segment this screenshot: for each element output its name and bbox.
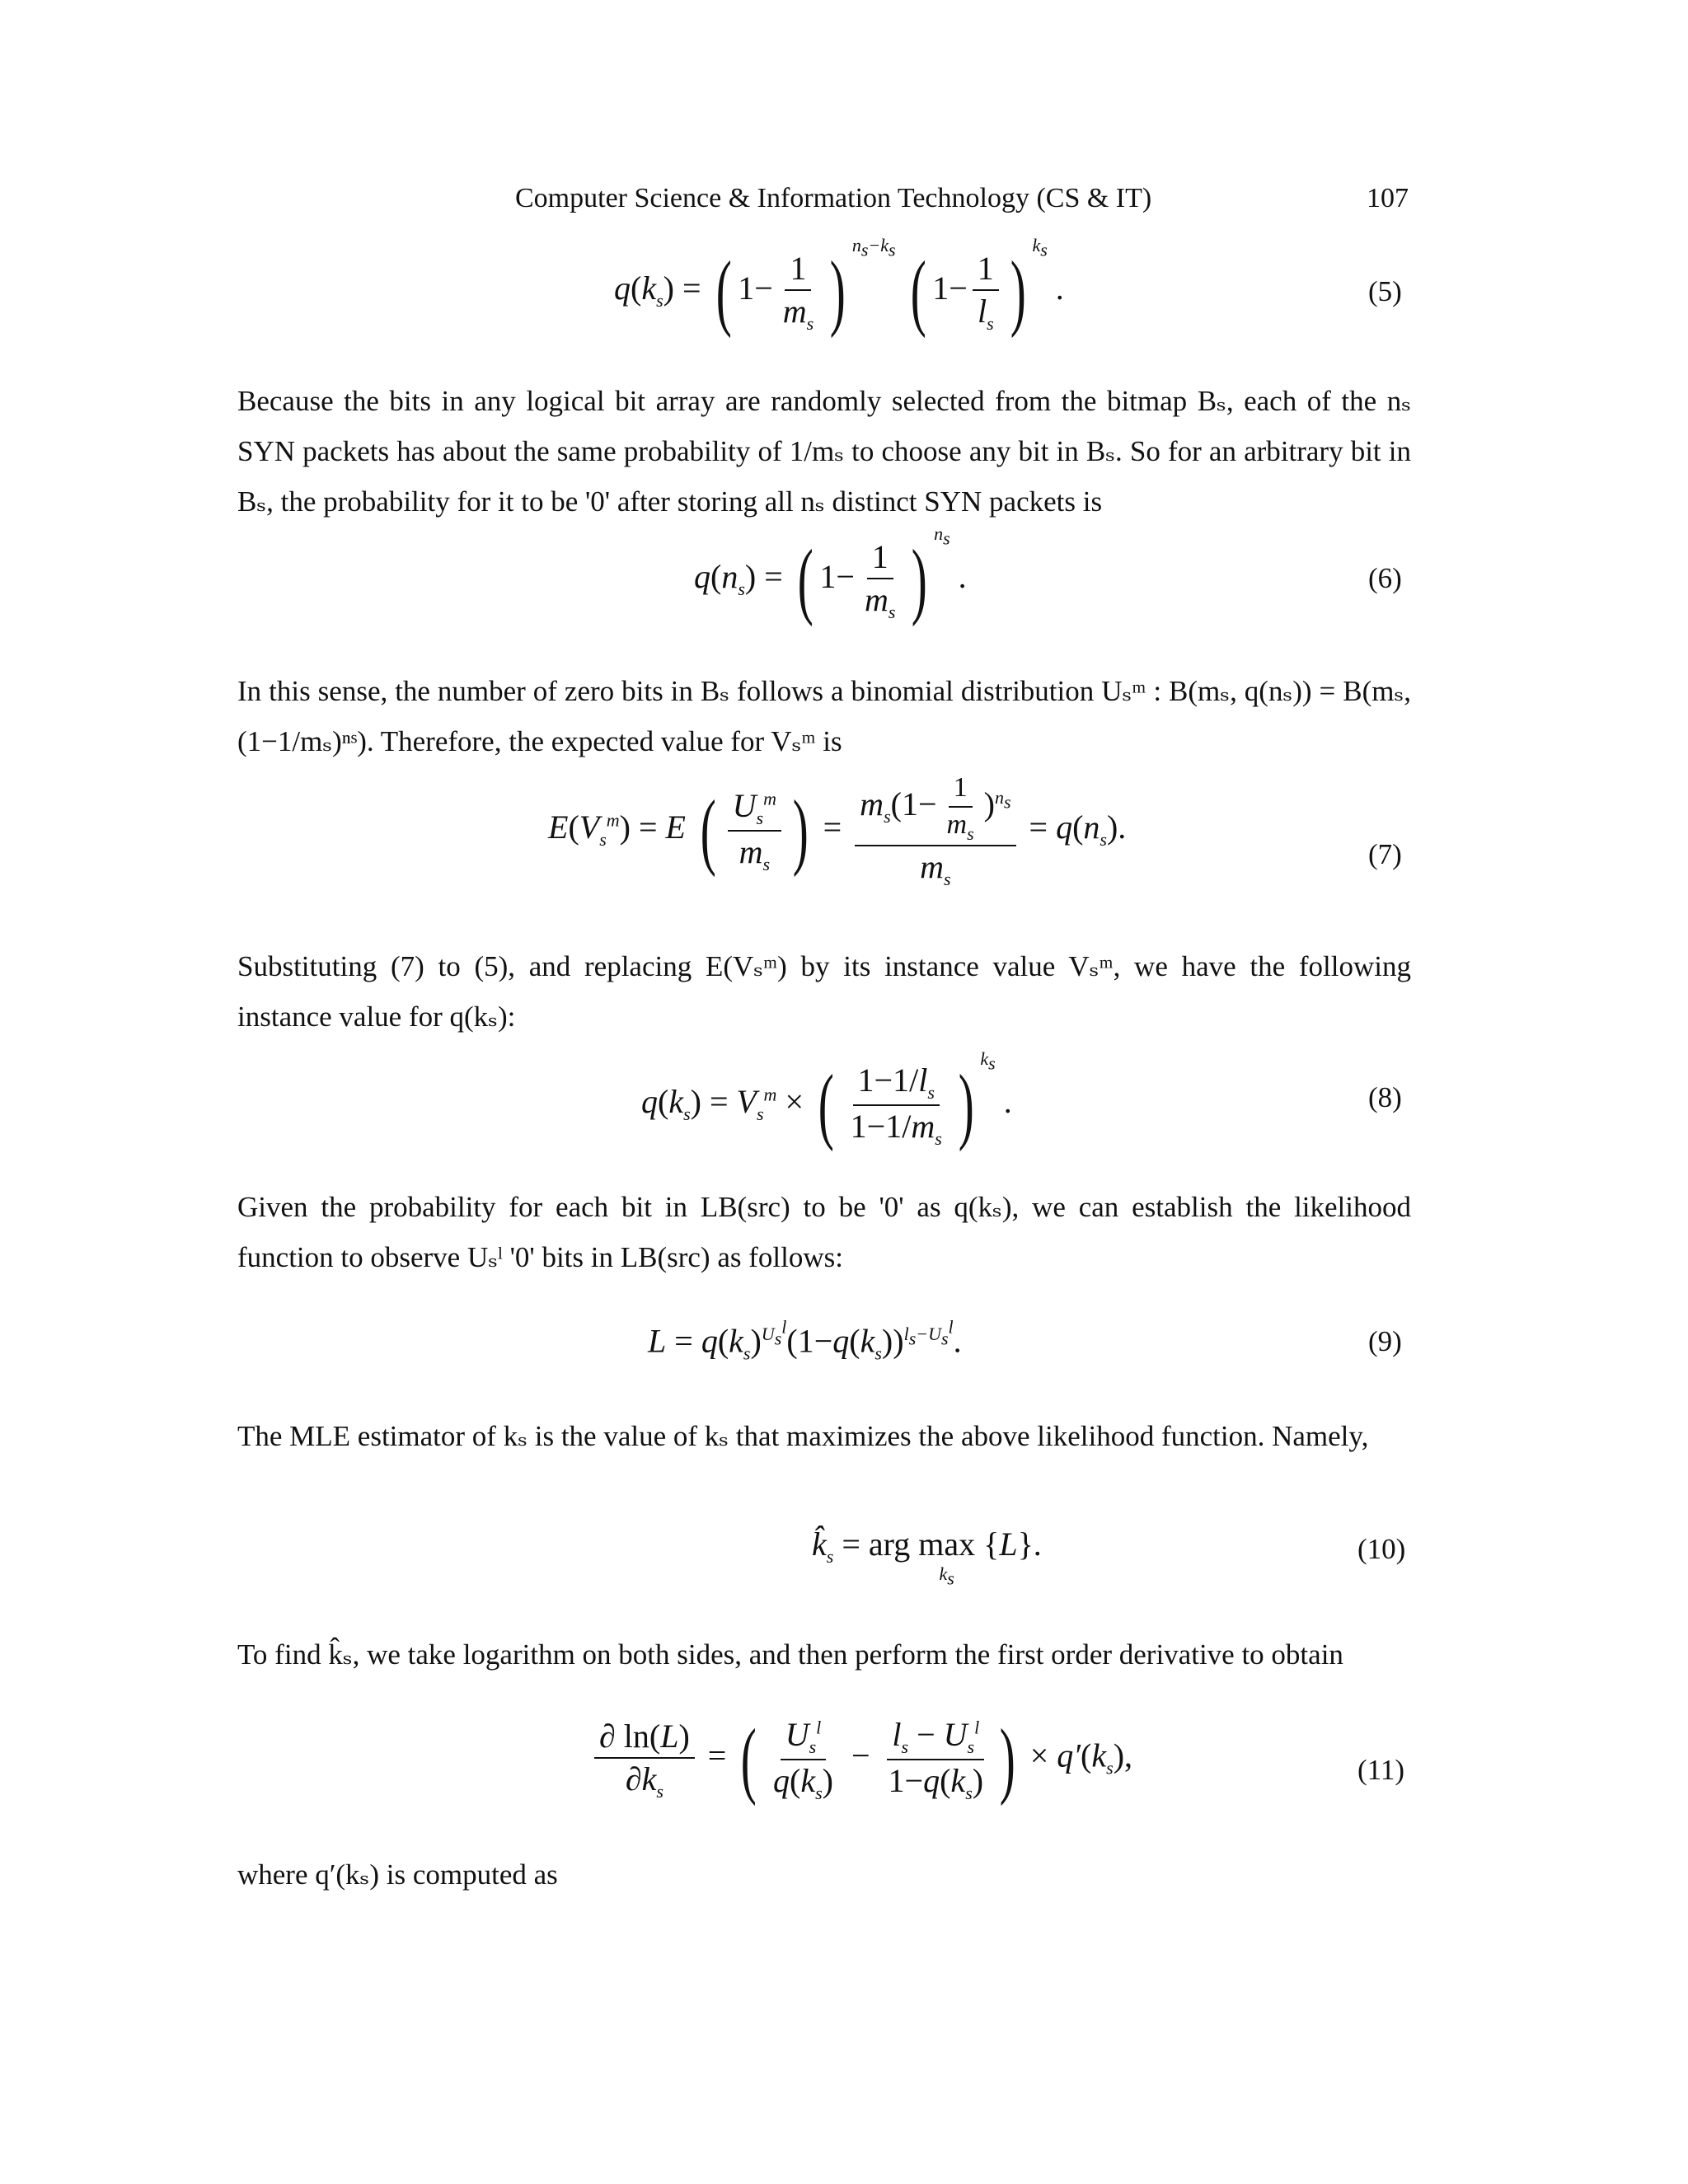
equation-10-number: (10) [1357,1533,1406,1565]
paragraph-7: where q′(kₛ) is computed as [237,1858,558,1891]
equation-10: $k̂_s$ = arg max $k_s$ {L}. [812,1526,1042,1589]
equation-6: $q(n_s)$ = ( 1− $\frac{1}{m_s}$ ) $^{n_s}$ . [694,523,967,627]
running-title: Computer Science & Information Technology (CS & IT) [515,183,1152,213]
paragraph-6: To find k̂ₛ, we take logarithm on both sides, and then perform the first order derivative to obtain [237,1638,1343,1671]
page-number: 107 [1367,183,1409,213]
equation-11-number: (11) [1357,1754,1405,1786]
paragraph-3: Substituting (7) to (5), and replacing E(Vₛᵐ) by its instance value Vₛᵐ, we have the following instance value for q(kₛ): [237,950,1411,1033]
equation-11: $\frac{\partial \ln(L)}{\partial k_s}$ = ( $\frac{U_s^l}{q(k_s)}$ − $\frac{l_s - U_s^l}{1-q(k_s)}$ ) × $q'(k_s)$, [589,1714,1132,1804]
equation-8: $q(k_s) = V_s^m$ × ( $\frac{1-1/l_s}{1-1/m_s}$ ) $^{k_s}$ . [641,1048,1012,1152]
equation-7: $E(V_s^m) = E$ ( $\frac{U_s^m}{m_s}$ ) = $m_s(1-$ $\frac{1}{m_s}$ )$^{n_s}$ $m_s$ = $q(n_s)$. [548,772,1127,889]
paragraph-1: Because the bits in any logical bit array are randomly selected from the bitmap Bₛ, each of the nₛ SYN packets has about the same probability of 1/mₛ to choose any bit in Bₛ. So for an arbitrary bit in Bₛ, the probability for it to be '0' after storing all nₛ distinct SYN packets is [237,385,1411,518]
equation-9-number: (9) [1368,1325,1402,1357]
equation-6-number: (6) [1368,562,1402,594]
equation-5: $q(k_s)$ = ( 1− $\frac{1}{m_s}$ ) $^{n_s-k_s}$ ( 1− $\frac{1}{l_s}$ ) $^{k_s}$ . [614,235,1064,339]
paragraph-2: In this sense, the number of zero bits in Bₛ follows a binomial distribution Uₛᵐ : B(mₛ, q(nₛ)) = B(mₛ, (1−1/mₛ)ⁿˢ). Therefore, the expected value for Vₛᵐ is [237,675,1411,757]
equation-9: $L = q(k_s)^{U_s^l}(1-q(k_s))^{l_s-U_s^l}$. [648,1317,962,1364]
paragraph-4: Given the probability for each bit in LB(src) to be '0' as q(kₛ), we can establish the likelihood function to observe Uₛˡ '0' bits in LB(src) as follows: [237,1191,1411,1273]
equation-8-number: (8) [1368,1081,1402,1113]
equation-7-number: (7) [1368,838,1402,870]
paragraph-5: The MLE estimator of kₛ is the value of kₛ that maximizes the above likelihood function. Namely, [237,1420,1369,1452]
equation-5-number: (5) [1368,275,1402,307]
